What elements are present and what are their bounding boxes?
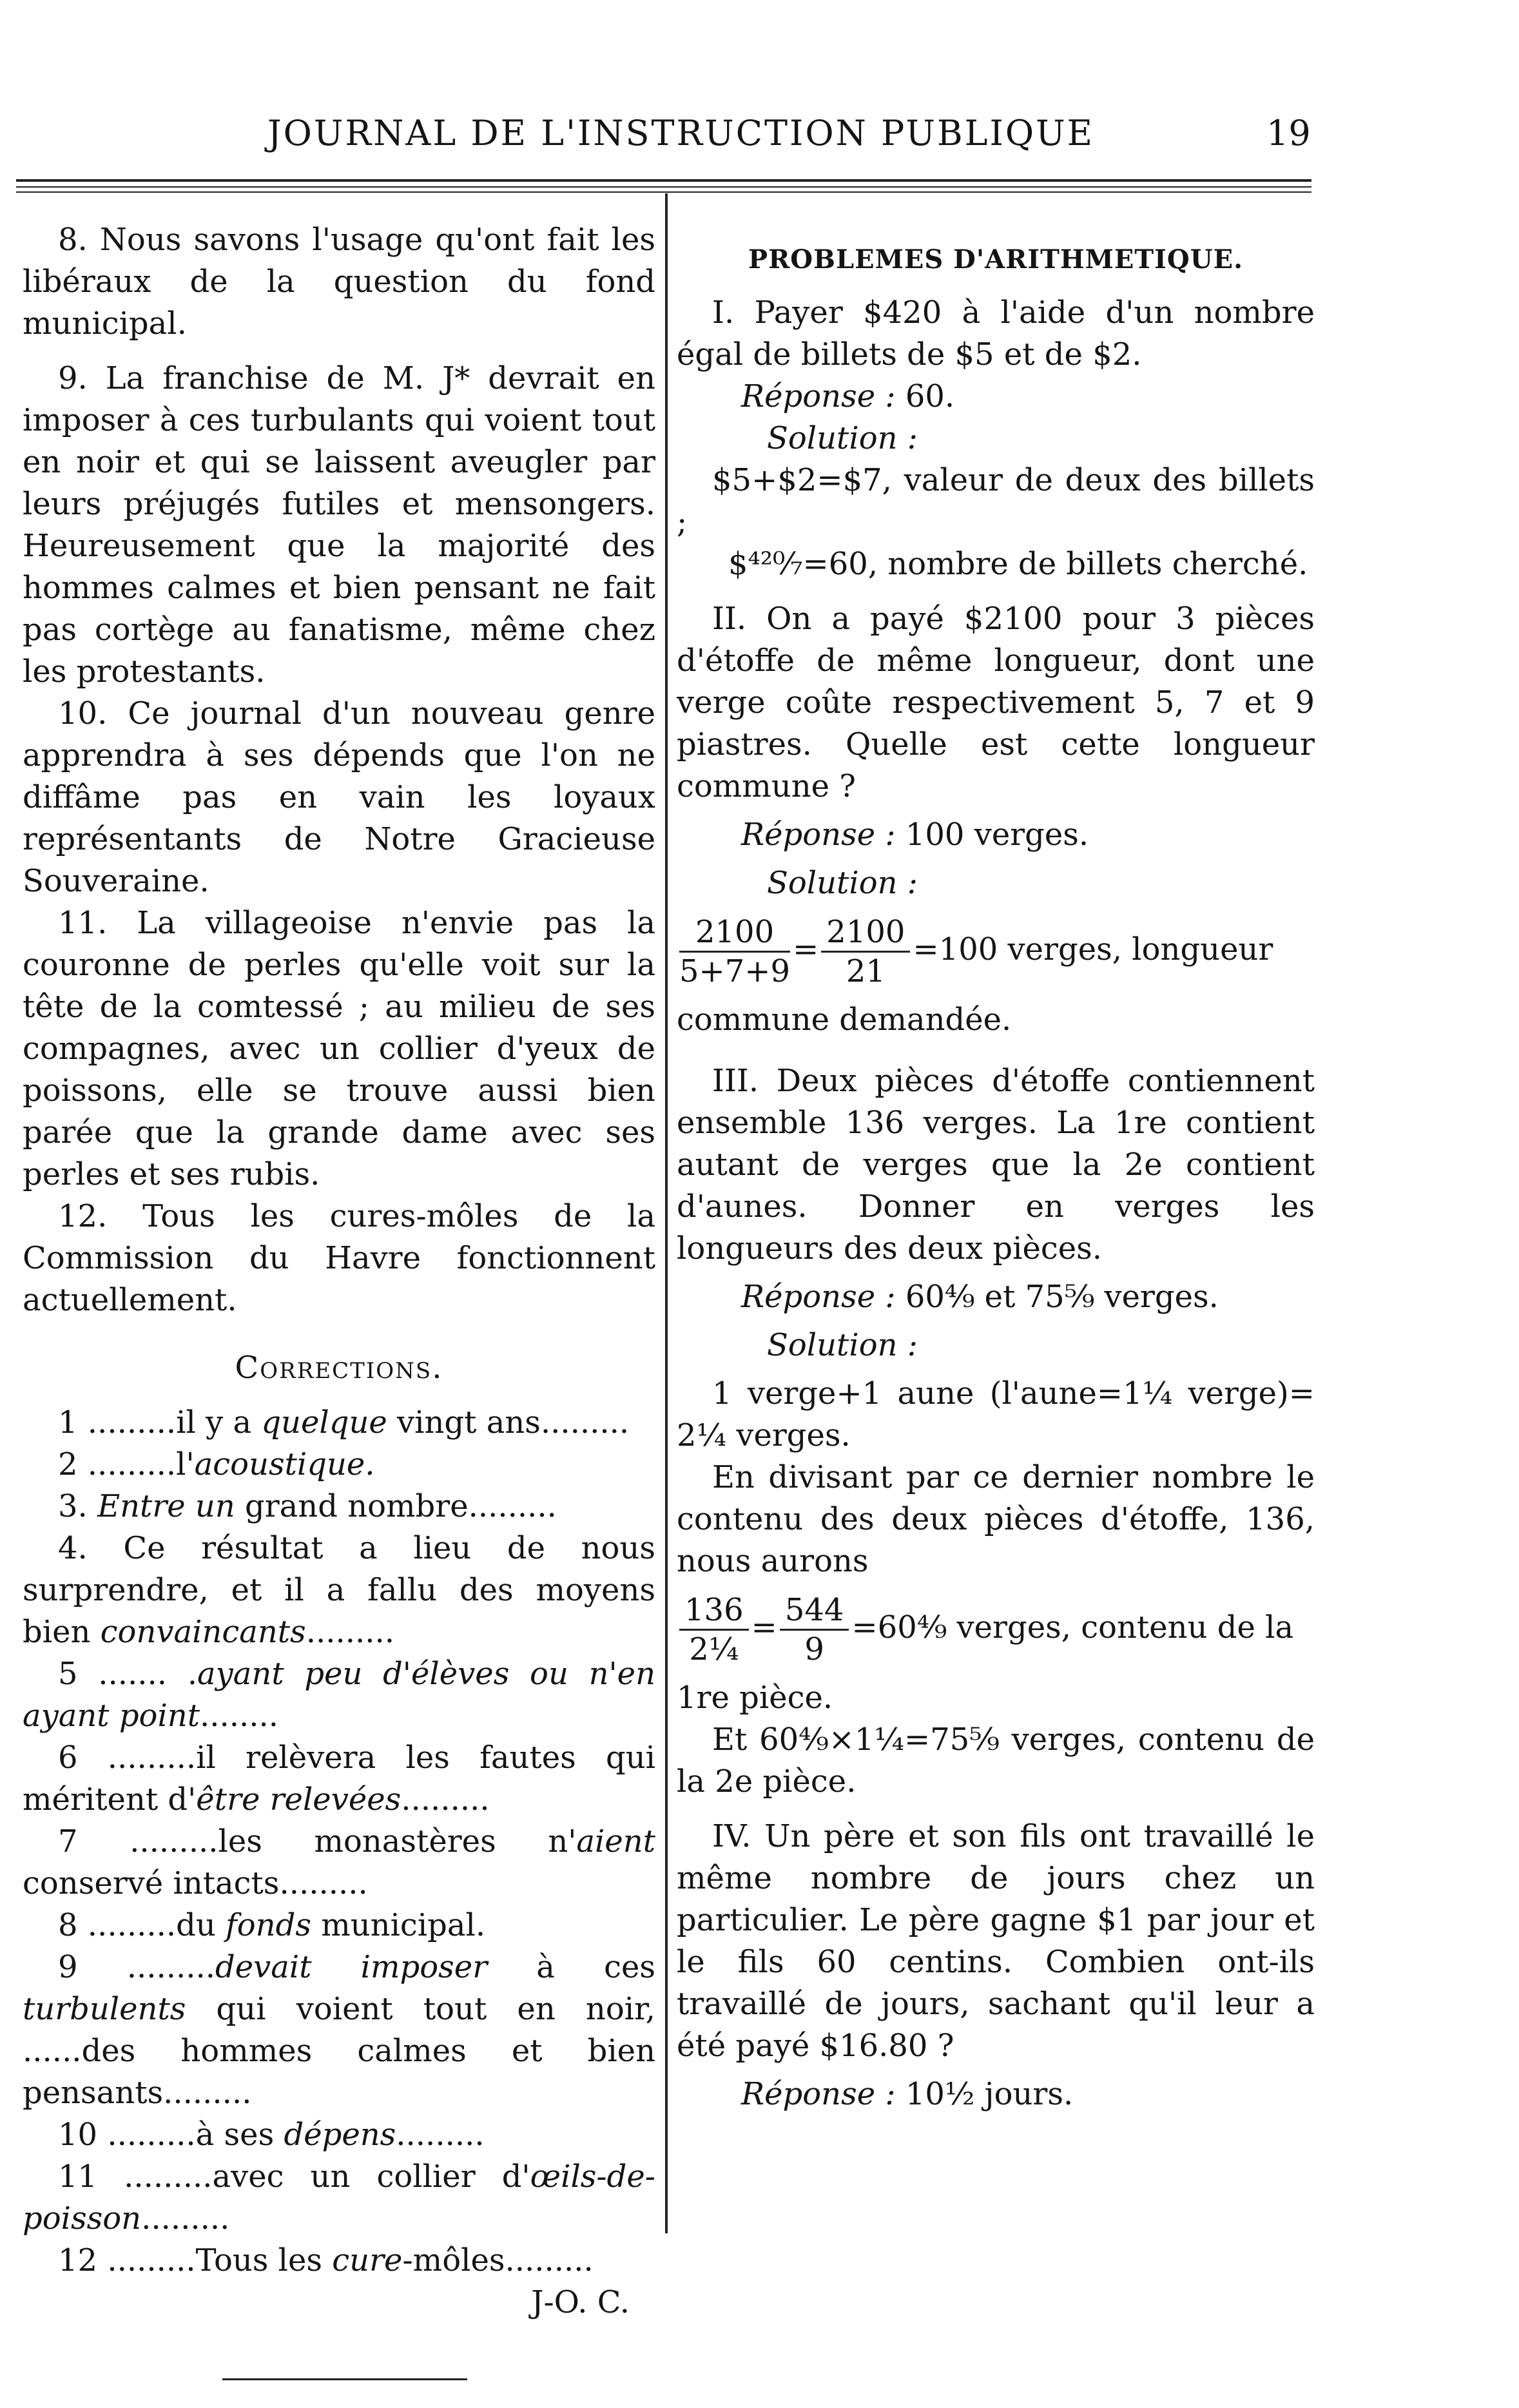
problem-1-solution-label: Solution : — [767, 420, 918, 456]
problem-1-answer: Réponse : 60. — [741, 378, 955, 414]
fraction: $\frac{2100}{21}$ — [821, 913, 910, 990]
correction-item: 7 .........les monastères n'aient conservé intacts......... — [23, 1823, 655, 1901]
correction-item: 5 ....... .ayant peu d'élèves ou n'en ayant point........ — [23, 1656, 655, 1734]
problem-2-solution-label: Solution : — [767, 865, 918, 901]
page-number: 19 — [1266, 113, 1311, 153]
problem-4-question: IV. Un père et son fils ont travaillé le même nombre de jours chez un particulier. Le père gagne $1 par jour et le fils 60 centins. Combien ont-ils travaillé de jours, sachant qu'il leur a été payé $16.80 ? — [677, 1818, 1315, 2064]
section-heading: PROBLEMES D'ARITHMETIQUE. — [748, 244, 1244, 275]
problem-1-question: I. Payer $420 à l'aide d'un nombre égal de billets de $5 et de $2. — [677, 295, 1315, 373]
problem-1-solution-line: $⁴²⁰⁄₇=60, nombre de billets cherché. — [728, 546, 1308, 582]
header-rule — [16, 191, 1311, 193]
correction-item: 8 .........du fonds municipal. — [58, 1907, 486, 1943]
left-column — [23, 219, 655, 2380]
problem-4-answer: Réponse : 10½ jours. — [741, 2076, 1074, 2112]
paragraph-9: 9. La franchise de M. J* devrait en imposer à ces turbulants qui voient tout en noir et qui se laissent aveugler par leurs préjugés futiles et mensongers. Heureusement que la majorité des hommes calmes et bien pensant ne fait pas cortège au fanatisme, même chez les protestants. — [23, 360, 655, 690]
correction-item: 11 .........avec un collier d'œils-de-poisson......... — [23, 2159, 655, 2237]
corrections-list — [23, 1402, 655, 2282]
header-rule — [16, 186, 1311, 188]
correction-item: 10 .........à ses dépens......... — [58, 2117, 485, 2153]
correction-item: 2 .........l'acoustique. — [58, 1446, 375, 1482]
problem-2-question: II. On a payé $2100 pour 3 pièces d'étoffe de même longueur, dont une verge coûte respectivement 5, 7 et 9 piastres. Quelle est cette longueur commune ? — [677, 601, 1315, 804]
end-rule — [222, 2378, 467, 2380]
journal-title: JOURNAL DE L'INSTRUCTION PUBLIQUE — [267, 113, 1095, 153]
problem-2-equation-cont: commune demandée. — [677, 1002, 1012, 1038]
right-column — [677, 238, 1315, 2115]
problem-3-answer: Réponse : 60⁴⁄₉ et 75⁵⁄₉ verges. — [741, 1279, 1219, 1315]
correction-item: 12 .........Tous les cure-môles......... — [58, 2242, 594, 2278]
problem-3-question: III. Deux pièces d'étoffe contiennent ensemble 136 verges. La 1re contient autant de verges que la 2e contient d'aunes. Donner en verges les longueurs des deux pièces. — [677, 1063, 1315, 1267]
problem-3-equation: $\frac{136}{\text{2¼}}$ = $\frac{544}{9}$ =60⁴⁄₉ verges, contenu de la — [677, 1591, 1315, 1668]
problem-3-solution-line: En divisant par ce dernier nombre le contenu des deux pièces d'étoffe, 136, nous aurons — [677, 1459, 1315, 1579]
fraction: $\frac{136}{\text{2¼}}$ — [679, 1591, 749, 1668]
paragraph-10: 10. Ce journal d'un nouveau genre apprendra à ses dépends que l'on ne diffâme pas en vain les loyaux représentants de Notre Gracieuse Souveraine. — [23, 695, 655, 899]
problem-3-solution-label: Solution : — [767, 1327, 918, 1363]
correction-item: 1 .........il y a quelque vingt ans......... — [58, 1404, 630, 1441]
correction-item: 9 .........devait imposer à ces turbulents qui voient tout en noir, ......des hommes calmes et bien pensants......... — [23, 1949, 655, 2111]
problem-3-equation-cont: 1re pièce. — [677, 1680, 833, 1716]
header-rule — [16, 179, 1311, 182]
page-header — [19, 113, 1311, 164]
fraction: $\frac{2100}{5+7+9}$ — [679, 914, 791, 989]
correction-item: 3. Entre un grand nombre......... — [58, 1488, 557, 1524]
problem-3-solution-line: 1 verge+1 aune (l'aune=1¼ verge)= 2¼ verges. — [677, 1375, 1315, 1453]
paragraph-11: 11. La villageoise n'envie pas la couronne de perles qu'elle voit sur la tête de la comtessé ; au milieu de ses compagnes, avec un collier d'yeux de poissons, elle se trouve aussi bien parée que la grande dame avec ses perles et ses rubis. — [23, 905, 655, 1192]
corrections-title: Corrections. — [235, 1350, 443, 1386]
fraction: $\frac{544}{9}$ — [780, 1591, 849, 1668]
column-divider — [665, 193, 668, 2233]
problem-1-solution-line: $5+$2=$7, valeur de deux des billets ; — [677, 462, 1315, 540]
paragraph-12: 12. Tous les cures-môles de la Commission du Havre fonctionnent actuellement. — [23, 1198, 655, 1318]
problem-2-equation: $\frac{2100}{5+7+9}$ = $\frac{2100}{21}$ =100 verges, longueur — [679, 914, 1273, 989]
signature: J-O. C. — [531, 2284, 630, 2320]
paragraph-8: 8. Nous savons l'usage qu'ont fait les libéraux de la question du fond municipal. — [23, 222, 655, 342]
correction-item: 4. Ce résultat a lieu de nous surprendre, et il a fallu des moyens bien convaincants......... — [23, 1530, 655, 1650]
correction-item: 6 .........il relèvera les fautes qui méritent d'être relevées......... — [23, 1740, 655, 1818]
problem-2-answer: Réponse : 100 verges. — [741, 817, 1089, 853]
problem-3-solution-line: Et 60⁴⁄₉×1¼=75⁵⁄₉ verges, contenu de la 2e pièce. — [677, 1722, 1315, 1800]
